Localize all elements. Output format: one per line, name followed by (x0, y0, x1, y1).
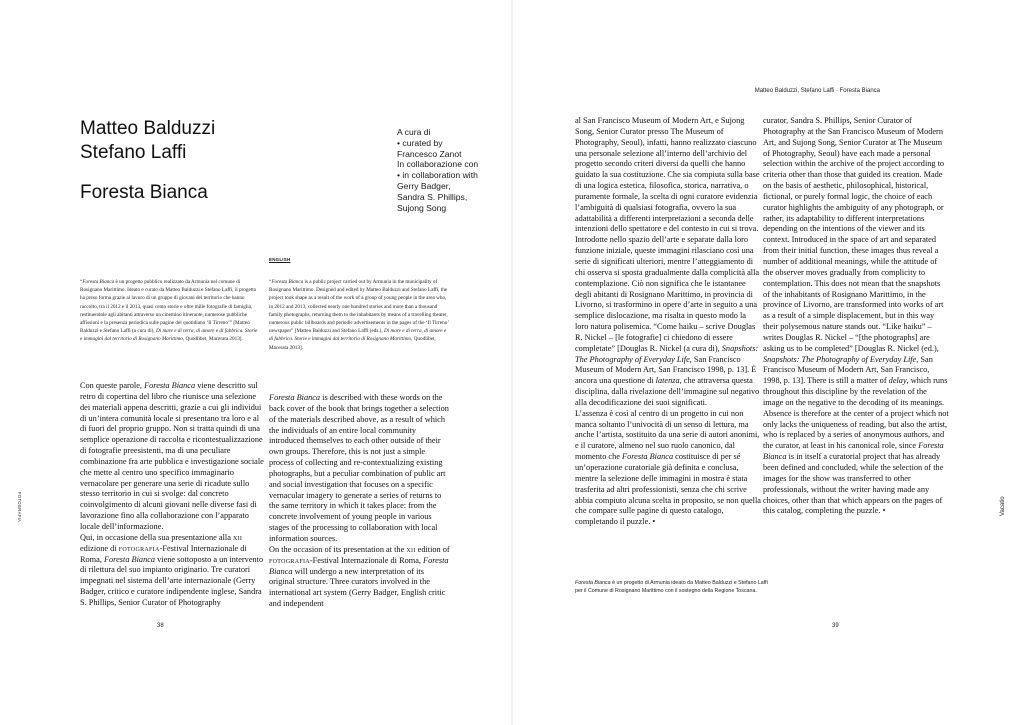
author-name: Matteo Balduzzi (80, 118, 216, 139)
english-epigraph: “Foresta Bianca is a public project carried out by Armunia in the municipality of Rosignano Marittimo. Designed and edited by Matteo Balduzzi and Stefano Laffi, the project took shape as a result of the work of a group of young people in the area who, in 2012 and 2013, collected nearly one hundred stories and more than a thousand family photographs, returning them to the inhabitants by means of a travelling theater, numerous public billboards and periodic advertisements in the pages of the ‘Il Tirreno’ newspaper” [Matteo Balduzzi and Stefano Laffi (eds.), Di mare e di terra, di amore e di fabbrica. Storie e immagini dal territorio di Rosignano Marittimo, Quodlibet, Macerata 2013]. (269, 279, 449, 351)
italian-epigraph: “Foresta Bianca è un progetto pubblico realizzato da Armunia nel comune di Rosignano Marittimo. Ideato e curato da Matteo Balduzzi e Stefano Laffi, il progetto ha preso forma grazie al lavoro di un gruppo di giovani del territorio che hanno raccolto, tra il 2012 e il 2013, quasi cento storie e oltre mille fotografie di famiglia, restituendole agli abitanti attraverso un cinemino itinerante, numerose pubbliche affissioni e la presenza periodica sulle pagine del quotidiano ‘Il Tirreno’” [Matteo Balduzzi e Stefano Laffi (a cura di), Di mare e di terra, di amore e di fabbrica. Storie e immagini dal territorio di Rosignano Marittimo, Quodlibet, Macerata 2013]. (80, 279, 258, 343)
gutter (511, 0, 513, 725)
italian-body-column-continued: al San Francisco Museum of Modern Art, e Sujong Song, Senior Curator presso The Museum of Photography, Seoul), infatti, hanno realizzato ciascuno una personale selezione all’interno dell’archivio del progetto secondo criteri diversi da quelli che hanno guidato la sua costituzione. Che sia compiuta sulla base di una logica estetica, filosofica, storica, narrativa, o puramente formale, la scelta di ogni curatore evidenzia l’ambiguità di qualsiasi fotografia, ovvero la sua adattabilità a differenti interpretazioni a seconda delle intenzioni dello spettatore e del contesto in cui si trova. Introdotte nello spazio dell’arte e separate dalla loro funzione iniziale, queste immagini rilasciano così una serie di significati ulteriori, mentre l’atteggiamento di chi osserva si sposta gradualmente dalla complicità alla contemplazione. Ciò non significa che le istantanee degli abitanti di Rosignano Marittimo, in provincia di Livorno, si trasformino in opere d’arte in seguito a una semplice dislocazione, ma risalta in questo modo la loro natura polisemica. “Come haiku – scrive Douglas R. Nickel – [le fotografie] ci chiedono di essere completate” [Douglas R. Nickel (a cura di), Snapshots: The Photography of Everyday Life, San Francisco Museum of Modern Art, San Francisco 1998, p. 13]. È ancora una questione di latenza, che attraversa questa disciplina, dalla rivelazione dell’immagine sul negativo alla decodificazione dei suoi significati. L’assenza è così al centro di un progetto in cui non manca soltanto l’univocità di un senso di lettura, ma anche l’artista, sostituito da una serie di autori anonimi, e il curatore, almeno nel suo ruolo canonico, dal momento che Foresta Bianca costituisce di per sé un’operazione curatoriale già definita e conclusa, mentre la selezione delle immagini in mostra è stata trasferita ad altri professionisti, senza che chi scrive abbia compiuto alcuna scelta in proposito, se non quella che compare sulle pagine di questo catalogo, completando il puzzle. • (575, 116, 761, 527)
page-number-left: 38 (157, 623, 164, 629)
book-title: Foresta Bianca (80, 182, 208, 203)
credits-line: Sandra S. Phillips, (397, 191, 468, 202)
author-names (80, 117, 215, 165)
credits-line: Gerry Badger, (397, 180, 451, 191)
italian-body-column: Con queste parole, Foresta Bianca viene descritto sul retro di copertina del libro che riunisce una selezione dei materiali appena descritti, grazie a cui gli individui di un’intera comunità locale si presentano tra loro e al di fuori del proprio gruppo. Non si tratta quindi di una semplice operazione di raccolta e ricontestualizzazione di fotografie preesistenti, ma di una peculiare combinazione fra arte pubblica e investigazione sociale che mette al centro uno specifico immaginario vernacolare per generare una serie di ricadute sullo stesso territorio in cui si svolge: dal concreto coinvolgimento di alcuni giovani nelle diverse fasi di lavorazione fino alla collaborazione con l’apparato locale dell’informazione. Qui, in occasione della sua presentazione alla xii edizione di fotografia-Festival Internazionale di Roma, Foresta Bianca viene sottoposto a un intervento di rilettura del suo impianto originario. Tre curatori impegnati nel sistema dell’arte internazionale (Gerry Badger, critico e curatore indipendente inglese, Sandra S. Phillips, Senior Curator of Photography (80, 381, 264, 607)
english-body-column-continued: curator, Sandra S. Phillips, Senior Curator of Photography at the San Francisco Museum of Modern Art, and Sujong Song, Senior Curator at The Museum of Photography, Seoul) have each made a personal selection within the archive of the project according to criteria other than those that guided its creation. Made on the basis of aesthetic, philosophical, historical, fictional, or purely formal logic, the choice of each curator highlights the ambiguity of any photograph, or rather, its adaptability to different interpretations depending on the intentions of the viewer and its context. Introduced in the space of art and separated from their initial function, these images thus reveal a number of additional meanings, while the attitude of the observer moves gradually from complicity to contemplation. This does not mean that the snapshots of the inhabitants of Rosignano Marittimo, in the province of Livorno, are transformed into works of art as a result of a simple displacement, but in this way their polysemous nature stands out. “Like haiku” – writes Douglas R. Nickel – “[the photographs] are asking us to be completed” [Douglas R. Nickel (ed.), Snapshots: The Photography of Everyday Life, San Francisco Museum of Modern Art, San Francisco, 1998, p. 13]. There is still a matter of delay, which runs throughout this discipline by the revelation of the image on the negative to the decoding of its meanings. Absence is therefore at the center of a project which not only lacks the uniqueness of reading, but also the artist, who is replaced by a series of anonymous authors, and the curator, at least in his canonical role, since Foresta Bianca is in itself a curatorial project that has already been defined and concluded, while the selection of the images for the show was transferred to other professionals, without the writer having made any choices, other than that which appears on the pages of this catalog, completing the puzzle. • (763, 116, 949, 516)
page-number-right: 39 (832, 623, 839, 629)
section-tab-left: FOTOGRAFIA (17, 492, 22, 523)
author-name: Stefano Laffi (80, 142, 187, 163)
credits-line: Francesco Zanot (397, 148, 462, 159)
credits-line: In collaborazione con (397, 159, 479, 170)
credits-line: A cura di (397, 127, 431, 137)
section-tab-right: Vacatio (1000, 496, 1006, 516)
english-body-column: Foresta Bianca is described with these words on the back cover of the book that brings together a selection of the materials described above, as a result of which the individuals of an entire local community introduced themselves to each other outside of their own groups. Therefore, this is not just a simple process of collecting and re-contextualizing existing photographs, but a peculiar combination of public art and social investigation that focuses on a specific vernacular imagery to generate a series of returns to the same territory in which it takes place: from the concrete involvement of young people in various stages of the processing to collaboration with local information sources. On the occasion of its presentation at the xii edition of fotografia-Festival Internazionale di Roma, Foresta Bianca will undergo a new interpretation of its original structure. Three curators involved in the international art system (Gerry Badger, English critic and independent (269, 393, 450, 609)
project-caption: Foresta Bianca è un progetto di Armunia ideato da Matteo Balduzzi e Stefano Laffi per il Comune di Rosignano Marittimo con il sostegno della Regione Toscana. (575, 580, 768, 594)
credits-line: Sujong Song (397, 202, 447, 213)
credits-line: • curated by (397, 137, 443, 148)
english-label: ENGLISH (269, 257, 291, 262)
credits-line: • in collaboration with (397, 170, 478, 181)
credits-block (397, 127, 497, 213)
running-head: Matteo Balduzzi, Stefano Laffi · Foresta Bianca (754, 88, 880, 94)
